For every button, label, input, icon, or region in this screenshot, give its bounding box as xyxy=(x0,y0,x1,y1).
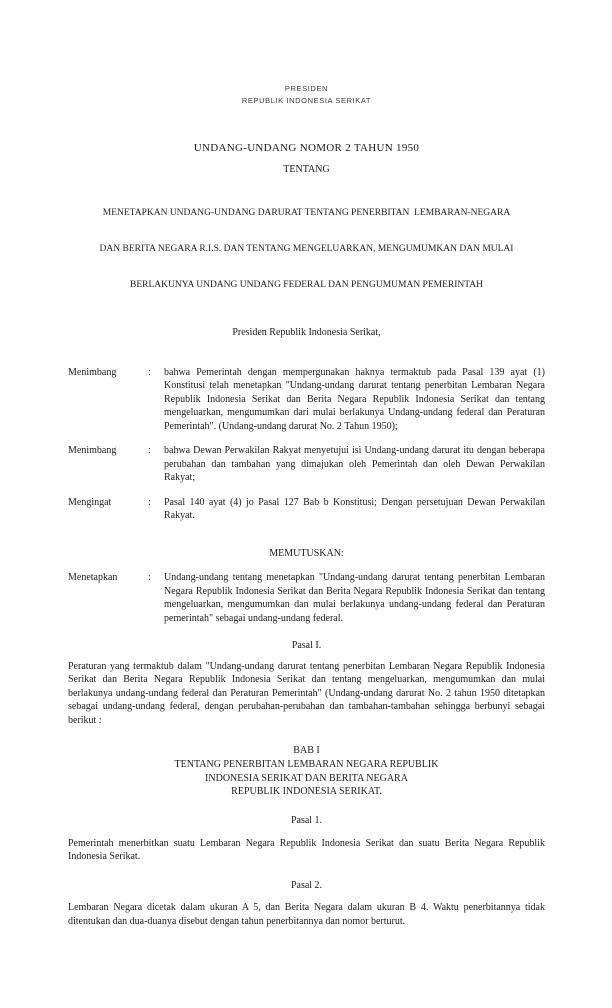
consideration-row xyxy=(68,366,545,434)
menetapkan-colon: : xyxy=(148,572,151,583)
consideration-colon: : xyxy=(148,496,151,508)
document-title: UNDANG-UNDANG NOMOR 2 TAHUN 1950 xyxy=(193,142,420,154)
consideration-colon: : xyxy=(148,445,151,456)
consideration-row xyxy=(68,496,545,523)
menetapkan-text: Undang-undang tentang menetapkan "Undang-undang darurat tentang penerbitan Lembaran Negara Republik Indonesia Serikat dan Berita Negara Republik Indonesia Serikat dan tentang mengeluarkan, mengumumkan dan mulai berlakunya undang-undang federal dan Peraturan pemerintah" sebagai undang-undang federal. xyxy=(164,572,545,624)
consideration-colon: : xyxy=(148,366,151,378)
consideration-label: Mengingat xyxy=(68,496,112,508)
bab-1-subtitle-line-3: REPUBLIK INDONESIA SERIKAT. xyxy=(231,786,382,798)
subject-line-1: MENETAPKAN UNDANG-UNDANG DARURAT TENTANG PENERBITAN LEMBARAN-NEGARA xyxy=(102,208,511,218)
pasal-roman-heading: Pasal I. xyxy=(291,640,322,651)
consideration-text: Pasal 140 ayat (4) jo Pasal 127 Bab b Konstitusi; Dengan persetujuan Dewan Perwakilan Rakyat. xyxy=(164,496,545,521)
letterhead-presiden: PRESIDEN xyxy=(284,84,329,93)
subject-line-3: BERLAKUNYA UNDANG UNDANG FEDERAL DAN PENGUMUMAN PEMERINTAH xyxy=(129,280,484,290)
subject-block xyxy=(68,183,545,315)
consideration-text: bahwa Dewan Perwakilan Rakyat menyetujui isi Undang-undang darurat itu dengan beberapa perubahan dan tambahan yang dimajukan oleh Pemerintah dan oleh Dewan Perwakilan Rakyat; xyxy=(164,445,545,483)
bab-1-subtitle-line-1: TENTANG PENERBITAN LEMBARAN NEGARA REPUBLIK xyxy=(174,758,439,770)
considerations-block xyxy=(68,366,545,523)
bab-1-title: BAB I xyxy=(293,745,320,756)
salutation: Presiden Republik Indonesia Serikat, xyxy=(232,327,381,338)
letterhead-republik: REPUBLIK INDONESIA SERIKAT xyxy=(241,95,372,105)
pasal-2-heading: Pasal 2. xyxy=(290,879,323,891)
consideration-text: bahwa Pemerintah dengan mempergunakan haknya termaktub pada Pasal 139 ayat (1) Konstitusi telah menetapkan "Undang-undang darurat tentang penerbitan Lembaran Negara Republik Indonesia Serikat dan Berita Negara Republik Indonesia Serikat dan tentang mengeluarkan, mengumumkan dari mulai berlakunya Undang-undang federal dan Peraturan Pemerintah". (Undang-undang darurat No. 2 Tahun 1950); xyxy=(164,366,545,432)
bab-1-heading-block xyxy=(68,744,545,799)
consideration-row xyxy=(68,444,545,485)
memutuskan-heading: MEMUTUSKAN: xyxy=(269,547,344,559)
subject-line-2: DAN BERITA NEGARA R.I.S. DAN TENTANG MENGELUARKAN, MENGUMUMKAN DAN MULAI xyxy=(99,244,514,254)
bab-1-subtitle-line-2: INDONESIA SERIKAT DAN BERITA NEGARA xyxy=(205,772,408,784)
consideration-label: Menimbang xyxy=(68,445,117,456)
menetapkan-row xyxy=(68,571,545,625)
pasal-2-body: Lembaran Negara dicetak dalam ukuran A 5, dan Berita Negara dalam ukuran B 4. Waktu penerbitannya tidak ditentukan dan dua-duanya disebut dengan tahun penerbitannya dan nomor berturut. xyxy=(68,902,545,927)
pasal-1-heading: Pasal 1. xyxy=(290,815,323,827)
consideration-label: Menimbang xyxy=(68,366,117,378)
menetapkan-label: Menetapkan xyxy=(68,572,118,583)
pasal-roman-body: Peraturan yang termaktub dalam "Undang-undang darurat tentang penerbitan Lembaran Negara Republik Indonesia Serikat dan Berita Negara Republik Indonesia Serikat dan tentang mengeluarkan, mengumumkan dan mulai berlakunya undang-undang federal dan Peraturan Pemerintah" (Undang-undang darurat No. 2 tahun 1950 ditetapkan sebagai undang-undang federal, dengan perubahan-perubahan dan tambahan-tambahan sehingga berbunyi sebagai berikut : xyxy=(68,660,545,726)
tentang-label: TENTANG xyxy=(283,163,330,175)
pasal-1-body: Pemerintah menerbitkan suatu Lembaran Negara Republik Indonesia Serikat dan suatu Berita Negara Republik Indonesia Serikat. xyxy=(68,837,545,863)
letterhead xyxy=(68,83,545,106)
